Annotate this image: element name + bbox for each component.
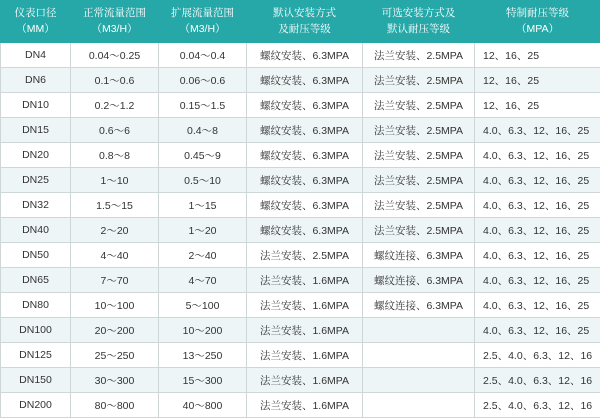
cell-optional-install: 法兰安装、2.5MPA [363,68,475,93]
table-row [1,393,600,418]
cell-caliber: DN25 [1,168,71,193]
column-header-special-pressure [475,1,600,43]
cell-caliber: DN150 [1,368,71,393]
table-header-row [1,1,600,43]
cell-extended-flow: 0.06～0.6 [159,68,247,93]
column-header-extended-flow-line1: 扩展流量范围 [171,7,234,20]
column-header-caliber-line2: （MM） [16,22,55,35]
cell-special-pressure: 12、16、25 [475,93,600,118]
cell-default-install: 法兰安装、1.6MPA [247,318,363,343]
table-row [1,93,600,118]
cell-extended-flow: 0.4～8 [159,118,247,143]
cell-optional-install: 螺纹连接、6.3MPA [363,243,475,268]
cell-default-install: 螺纹安装、6.3MPA [247,193,363,218]
cell-normal-flow: 80～800 [71,393,159,418]
column-header-optional-install [363,1,475,43]
cell-extended-flow: 40～800 [159,393,247,418]
cell-optional-install [363,393,475,418]
cell-extended-flow: 0.45～9 [159,143,247,168]
table-row [1,343,600,368]
column-header-optional-install-line2: 默认耐压等级 [387,22,450,35]
cell-special-pressure: 4.0、6.3、12、16、25 [475,243,600,268]
column-header-default-install-line1: 默认安装方式 [273,7,336,20]
cell-normal-flow: 30～300 [71,368,159,393]
cell-caliber: DN125 [1,343,71,368]
cell-extended-flow: 0.5～10 [159,168,247,193]
cell-caliber: DN10 [1,93,71,118]
column-header-optional-install-line1: 可选安装方式及 [381,7,456,20]
table-row [1,193,600,218]
cell-extended-flow: 2～40 [159,243,247,268]
cell-default-install: 螺纹安装、6.3MPA [247,68,363,93]
cell-caliber: DN6 [1,68,71,93]
table-row [1,318,600,343]
column-header-normal-flow-line2: （M3/H） [91,22,138,35]
table-row [1,293,600,318]
cell-default-install: 螺纹安装、6.3MPA [247,93,363,118]
cell-normal-flow: 2～20 [71,218,159,243]
column-header-special-pressure-line2: （MPA） [516,22,559,35]
cell-normal-flow: 4～40 [71,243,159,268]
column-header-special-pressure-line1: 特制耐压等级 [506,7,569,20]
cell-special-pressure: 12、16、25 [475,68,600,93]
cell-normal-flow: 1～10 [71,168,159,193]
cell-special-pressure: 4.0、6.3、12、16、25 [475,293,600,318]
column-header-extended-flow-line2: （M3/H） [179,22,226,35]
cell-special-pressure: 4.0、6.3、12、16、25 [475,118,600,143]
cell-optional-install [363,343,475,368]
cell-special-pressure: 4.0、6.3、12、16、25 [475,318,600,343]
cell-default-install: 法兰安装、1.6MPA [247,368,363,393]
cell-default-install: 螺纹安装、6.3MPA [247,118,363,143]
cell-optional-install: 法兰安装、2.5MPA [363,118,475,143]
cell-special-pressure: 12、16、25 [475,43,600,68]
column-header-normal-flow-line1: 正常流量范围 [83,7,146,20]
cell-extended-flow: 0.15～1.5 [159,93,247,118]
cell-normal-flow: 10～100 [71,293,159,318]
cell-special-pressure: 4.0、6.3、12、16、25 [475,218,600,243]
cell-normal-flow: 0.2～1.2 [71,93,159,118]
cell-extended-flow: 0.04～0.4 [159,43,247,68]
table-row [1,368,600,393]
cell-caliber: DN40 [1,218,71,243]
cell-caliber: DN15 [1,118,71,143]
cell-caliber: DN200 [1,393,71,418]
cell-default-install: 法兰安装、1.6MPA [247,268,363,293]
cell-default-install: 螺纹安装、6.3MPA [247,218,363,243]
cell-default-install: 法兰安装、1.6MPA [247,293,363,318]
cell-normal-flow: 0.1～0.6 [71,68,159,93]
cell-caliber: DN100 [1,318,71,343]
cell-optional-install [363,318,475,343]
cell-caliber: DN80 [1,293,71,318]
cell-optional-install: 法兰安装、2.5MPA [363,43,475,68]
cell-normal-flow: 0.04～0.25 [71,43,159,68]
cell-normal-flow: 25～250 [71,343,159,368]
cell-special-pressure: 4.0、6.3、12、16、25 [475,168,600,193]
cell-extended-flow: 1～15 [159,193,247,218]
table-row [1,118,600,143]
cell-extended-flow: 13～250 [159,343,247,368]
cell-special-pressure: 4.0、6.3、12、16、25 [475,193,600,218]
cell-special-pressure: 4.0、6.3、12、16、25 [475,268,600,293]
cell-optional-install: 螺纹连接、6.3MPA [363,268,475,293]
cell-optional-install: 法兰安装、2.5MPA [363,193,475,218]
table-row [1,168,600,193]
column-header-default-install-line2: 及耐压等级 [278,22,331,35]
column-header-caliber-line1: 仪表口径 [14,7,57,20]
table-body [1,43,600,418]
cell-default-install: 螺纹安装、6.3MPA [247,168,363,193]
cell-special-pressure: 4.0、6.3、12、16、25 [475,143,600,168]
cell-extended-flow: 4～70 [159,268,247,293]
table-row [1,243,600,268]
cell-optional-install: 法兰安装、2.5MPA [363,143,475,168]
cell-extended-flow: 15～300 [159,368,247,393]
table-row [1,218,600,243]
cell-normal-flow: 1.5～15 [71,193,159,218]
cell-normal-flow: 0.6～6 [71,118,159,143]
cell-default-install: 法兰安装、2.5MPA [247,243,363,268]
column-header-extended-flow [159,1,247,43]
table-row [1,43,600,68]
cell-optional-install: 法兰安装、2.5MPA [363,93,475,118]
cell-default-install: 螺纹安装、6.3MPA [247,43,363,68]
cell-caliber: DN32 [1,193,71,218]
column-header-normal-flow [71,1,159,43]
column-header-caliber [1,1,71,43]
cell-caliber: DN20 [1,143,71,168]
cell-normal-flow: 7～70 [71,268,159,293]
column-header-default-install [247,1,363,43]
cell-normal-flow: 0.8～8 [71,143,159,168]
table-row [1,143,600,168]
cell-default-install: 螺纹安装、6.3MPA [247,143,363,168]
cell-special-pressure: 2.5、4.0、6.3、12、16 [475,343,600,368]
cell-default-install: 法兰安装、1.6MPA [247,393,363,418]
cell-default-install: 法兰安装、1.6MPA [247,343,363,368]
cell-optional-install: 螺纹连接、6.3MPA [363,293,475,318]
cell-extended-flow: 10～200 [159,318,247,343]
cell-special-pressure: 2.5、4.0、6.3、12、16 [475,368,600,393]
cell-optional-install: 法兰安装、2.5MPA [363,218,475,243]
table-row [1,68,600,93]
cell-caliber: DN65 [1,268,71,293]
cell-caliber: DN50 [1,243,71,268]
table-row [1,268,600,293]
cell-normal-flow: 20～200 [71,318,159,343]
cell-optional-install: 法兰安装、2.5MPA [363,168,475,193]
cell-caliber: DN4 [1,43,71,68]
cell-optional-install [363,368,475,393]
cell-extended-flow: 5～100 [159,293,247,318]
cell-extended-flow: 1～20 [159,218,247,243]
cell-special-pressure: 2.5、4.0、6.3、12、16 [475,393,600,418]
table-header [1,1,600,43]
